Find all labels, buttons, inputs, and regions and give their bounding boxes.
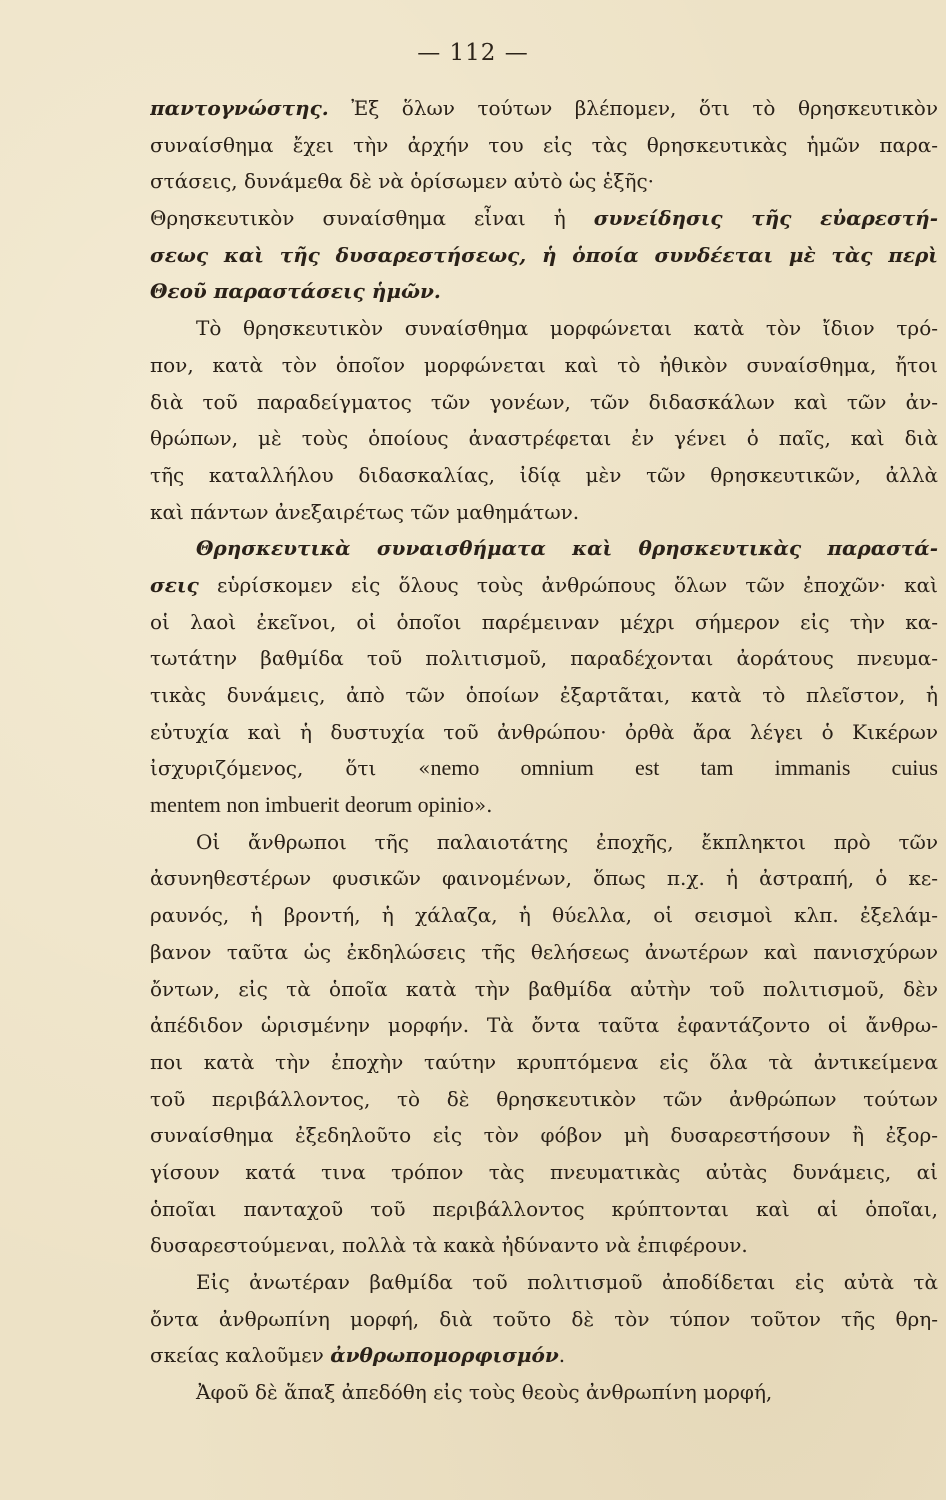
text-line bbox=[150, 1081, 938, 1118]
line-text: συναίσθημα ἐξεδηλοῦτο εἰς τὸν φόβον μὴ δυσαρεστήσουν ἢ ἐξορ- bbox=[150, 1123, 938, 1148]
bold-italic-heading: σεις bbox=[150, 572, 199, 597]
text-line bbox=[150, 934, 938, 971]
text-line bbox=[150, 347, 938, 384]
text-line bbox=[150, 567, 938, 604]
text-line bbox=[150, 897, 938, 934]
line-text: ποι κατὰ τὴν ἐποχὴν ταύτην κρυπτόμενα εἰς ὅλα τὰ ἀντικείμενα bbox=[150, 1049, 938, 1074]
line-text: εὑρίσκομεν εἰς ὅλους τοὺς ἀνθρώπους ὅλων τῶν ἐποχῶν· καὶ bbox=[198, 572, 938, 597]
text-line bbox=[150, 127, 938, 164]
bold-italic-definition: συνείδησις τῆς εὐαρεστή- bbox=[593, 206, 938, 231]
latin-quote: nemo omnium est tam immanis cuius bbox=[430, 755, 938, 781]
bold-italic-definition: Θεοῦ παραστάσεις ἡμῶν. bbox=[150, 279, 441, 304]
line-text: . bbox=[558, 1343, 566, 1368]
text-line bbox=[150, 750, 938, 787]
text-line bbox=[150, 1154, 938, 1191]
text-line bbox=[150, 420, 938, 457]
line-text: τικὰς δυνάμεις, ἀπὸ τῶν ὁποίων ἐξαρτᾶται, κατὰ τὸ πλεῖστον, ἡ bbox=[150, 683, 938, 707]
text-line bbox=[150, 494, 938, 531]
text-line bbox=[150, 677, 938, 714]
line-text: θρώπων, μὲ τοὺς ὁποίους ἀναστρέφεται ἐν γένει ὁ παῖς, καὶ διὰ bbox=[150, 426, 938, 451]
line-text: οἱ λαοὶ ἐκεῖνοι, οἱ ὁποῖοι παρέμειναν μέχρι σήμερον εἰς τὴν κα- bbox=[150, 609, 938, 634]
line-text: ὁποῖαι πανταχοῦ τοῦ περιβάλλοντος κρύπτονται καὶ αἱ ὁποῖαι, bbox=[150, 1196, 938, 1221]
bold-italic-term: ἀνθρωπομορφισμόν bbox=[330, 1343, 559, 1368]
latin-quote: mentem non imbuerit deorum opinio bbox=[150, 792, 474, 818]
line-text: τωτάτην βαθμίδα τοῦ πολιτισμοῦ, παραδέχονται ἀοράτους πνευμα- bbox=[150, 646, 938, 671]
line-text: διὰ τοῦ παραδείγματος τῶν γονέων, τῶν διδασκάλων καὶ τῶν ἀν- bbox=[150, 389, 938, 414]
text-line bbox=[150, 200, 938, 237]
line-text: τῆς καταλλήλου διδασκαλίας, ἰδίᾳ μὲν τῶν θρησκευτικῶν, ἀλλὰ bbox=[150, 462, 938, 487]
text-line bbox=[150, 971, 938, 1008]
line-text: συναίσθημα ἔχει τὴν ἀρχήν του εἰς τὰς θρησκευτικὰς ἡμῶν παρα- bbox=[150, 132, 938, 157]
text-line bbox=[150, 1007, 938, 1044]
text-line bbox=[150, 1337, 938, 1374]
line-text: ἰσχυριζόμενος, ὅτι « bbox=[150, 756, 431, 781]
text-line bbox=[150, 1191, 938, 1228]
text-line bbox=[150, 860, 938, 897]
text-line bbox=[150, 530, 938, 567]
line-text: γίσουν κατά τινα τρόπον τὰς πνευματικὰς αὐτὰς δυνάμεις, αἱ bbox=[150, 1159, 938, 1184]
line-text: ὄντων, εἰς τὰ ὁποῖα κατὰ τὴν βαθμίδα αὐτὴν τοῦ πολιτισμοῦ, δὲν bbox=[150, 976, 938, 1001]
text-line bbox=[150, 1227, 938, 1264]
bold-italic-term: παντογνώστης. bbox=[150, 96, 329, 120]
text-line bbox=[150, 384, 938, 421]
text-line bbox=[150, 604, 938, 641]
text-line bbox=[150, 1044, 938, 1081]
line-text: Θρησκευτικὸν συναίσθημα εἶναι ἡ bbox=[150, 206, 594, 231]
text-line bbox=[150, 1374, 938, 1411]
line-text: Οἱ ἄνθρωποι τῆς παλαιοτάτης ἐποχῆς, ἔκπληκτοι πρὸ τῶν bbox=[196, 829, 938, 854]
line-text: στάσεις, δυνάμεθα δὲ νὰ ὁρίσωμεν αὐτὸ ὡς ἑξῆς· bbox=[150, 169, 655, 194]
text-line bbox=[150, 714, 938, 751]
text-line bbox=[150, 90, 938, 127]
line-text: εὐτυχία καὶ ἡ δυστυχία τοῦ ἀνθρώπου· ὀρθὰ ἄρα λέγει ὁ Κικέρων bbox=[150, 719, 938, 744]
text-line bbox=[150, 1117, 938, 1154]
text-line bbox=[150, 1264, 938, 1301]
text-line bbox=[150, 237, 938, 274]
text-line bbox=[150, 640, 938, 677]
line-text: Ἐξ ὅλων τούτων βλέπομεν, ὅτι τὸ θρησκευτικὸν bbox=[328, 96, 938, 120]
line-text: ραυνός, ἡ βροντή, ἡ χάλαζα, ἡ θύελλα, οἱ σεισμοὶ κλπ. ἐξελάμ- bbox=[150, 903, 938, 928]
line-text: βανον ταῦτα ὡς ἐκδηλώσεις τῆς θελήσεως ἀνωτέρων καὶ πανισχύρων bbox=[150, 939, 938, 964]
bold-italic-definition: σεως καὶ τῆς δυσαρεστήσεως, ἡ ὁποία συνδέεται μὲ τὰς περὶ bbox=[150, 242, 938, 267]
line-text: δυσαρεστούμεναι, πολλὰ τὰ κακὰ ἠδύναντο νὰ ἐπιφέρουν. bbox=[150, 1233, 748, 1258]
line-text: πον, κατὰ τὸν ὁποῖον μορφώνεται καὶ τὸ ἠθικὸν συναίσθημα, ἤτοι bbox=[150, 352, 938, 377]
text-line bbox=[150, 787, 938, 824]
text-line bbox=[150, 273, 938, 310]
body-text bbox=[150, 90, 938, 1411]
line-text: ἀπέδιδον ὡρισμένην μορφήν. Τὰ ὄντα ταῦτα ἐφαντάζοντο οἱ ἄνθρω- bbox=[150, 1013, 938, 1038]
line-text: ». bbox=[473, 793, 493, 818]
line-text: καὶ πάντων ἀνεξαιρέτως τῶν μαθημάτων. bbox=[150, 499, 580, 524]
text-line bbox=[150, 457, 938, 494]
line-text: Τὸ θρησκευτικὸν συναίσθημα μορφώνεται κατὰ τὸν ἴδιον τρό- bbox=[196, 316, 938, 341]
text-line bbox=[150, 163, 938, 200]
line-text: ὄντα ἀνθρωπίνη μορφή, διὰ τοῦτο δὲ τὸν τύπον τοῦτον τῆς θρη- bbox=[150, 1306, 938, 1331]
text-line bbox=[150, 1301, 938, 1338]
bold-italic-heading: Θρησκευτικὰ συναισθήματα καὶ θρησκευτικὰς παραστά- bbox=[196, 536, 938, 561]
line-text: σκείας καλοῦμεν bbox=[150, 1343, 331, 1368]
text-line bbox=[150, 824, 938, 861]
line-text: Ἀφοῦ δὲ ἅπαξ ἀπεδόθη εἰς τοὺς θεοὺς ἀνθρωπίνη μορφή, bbox=[196, 1380, 773, 1405]
line-text: Εἰς ἀνωτέραν βαθμίδα τοῦ πολιτισμοῦ ἀποδίδεται εἰς αὐτὰ τὰ bbox=[196, 1270, 938, 1294]
line-text: ἀσυνηθεστέρων φυσικῶν φαινομένων, ὅπως π.χ. ἡ ἀστραπή, ὁ κε- bbox=[150, 866, 938, 891]
text-line bbox=[150, 310, 938, 347]
page-number: — 112 — bbox=[417, 40, 529, 66]
line-text: τοῦ περιβάλλοντος, τὸ δὲ θρησκευτικὸν τῶν ἀνθρώπων τούτων bbox=[150, 1086, 938, 1111]
